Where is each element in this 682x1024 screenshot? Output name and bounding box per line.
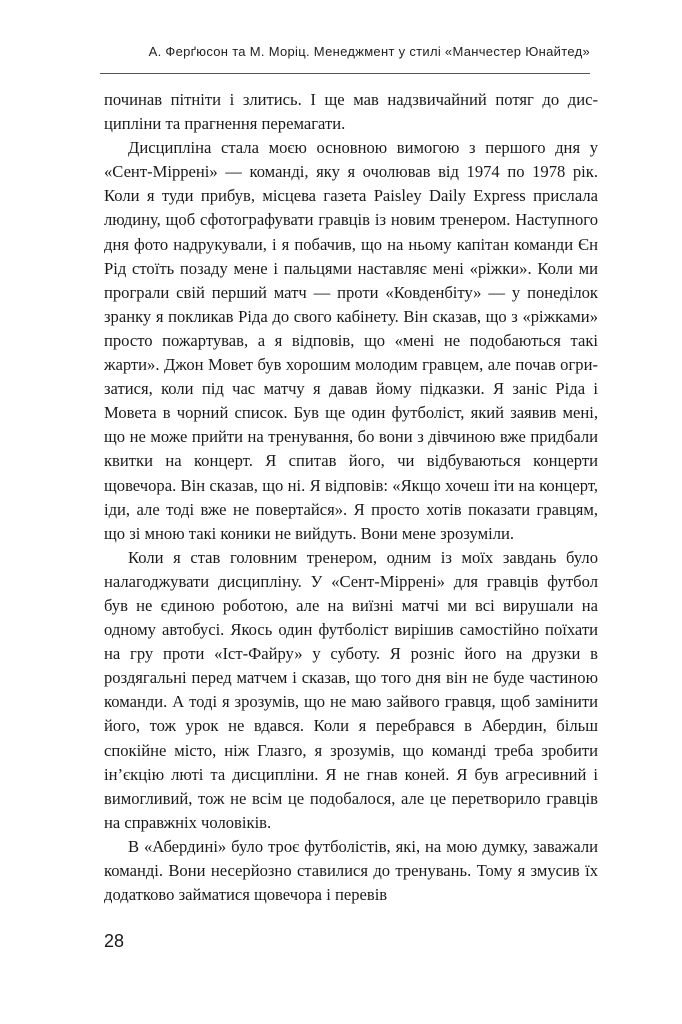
paragraph: Коли я став головним тренером, одним із моїх завдань було налагоджувати дисципліну. У «Сент-Міррені» для гравців футбол був не єдиною роботою, але на виїзні матчі ми всі вирушали на одному автобусі. Якось один футболіст вирішив самостійно поїхати на гру проти «Іст-Файру» у суботу. Я розніс його на друзки в роздягальні перед матчем і сказав, що того дня він не буде частиною команди. А тоді я зрозумів, що не маю зайвого гравця, щоб замінити його, тож урок не вдався. Коли я перебрався в Абердин, більш спокійне місто, ніж Глазго, я зрозумів, що команді треба зробити ін’єкцію люті та дисципліни. Я не гнав коней. Я був агресивний і вимогливий, тож не всім це подобалося, але це перетворило гравців на справжніх чоловіків. [104, 547, 598, 832]
paragraph: В «Абердині» було троє футболістів, які, на мою думку, заважали команді. Вони несерйозно ставилися до тренувань. Тому я змусив їх додатково займатися щовечора і перевів [104, 836, 598, 905]
body-text [104, 88, 598, 907]
paragraph: Дисципліна стала моєю основною вимогою з першого дня у «Сент-Міррені» — команді, яку я очолював від 1974 по 1978 рік. Коли я туди прибув, місцева газета Paisley Daily Express прислала людину, щоб сфотографувати гравців із новим тренером. Наступного дня фото надрукували, і я побачив, що на ньому капітан команди Єн Рід стоїть позаду мене і пальцями наставляє мені «ріжки». Коли ми програли свій перший матч — проти «Ковденбіту» — у понеділок зранку я покликав Ріда до свого кабінету. Він сказав, що з «ріжками» просто пожартував, а я відповів, що «мені не подобаються такі жарти». Джон Мовет був хорошим молодим гравцем, але почав огризатися, коли під час матчу я давав йому підказки. Я заніс Ріда і Мовета в чорний список. Був ще один футболіст, який заявив мені, що не може прийти на тренування, бо вони з дівчиною вже придбали квитки на концерт. Я спитав його, чи відбуваються концерти щовечора. Він сказав, що ні. Я відповів: «Якщо хочеш іти на концерт, іди, але тоді вже не повертайся». Я просто хотів показати гравцям, що зі мною такі коники не вийдуть. Вони мене зрозуміли. [104, 138, 598, 543]
paragraph-continuation: починав пітніти і злитись. І ще мав надзвичайний потяг до дисципліни та прагнення перемагати. [104, 90, 598, 134]
header-rule [100, 73, 590, 74]
page-number: 28 [104, 931, 125, 951]
running-header: А. Ферґюсон та М. Моріц. Менеджмент у стилі «Манчестер Юнайтед» [148, 44, 590, 59]
